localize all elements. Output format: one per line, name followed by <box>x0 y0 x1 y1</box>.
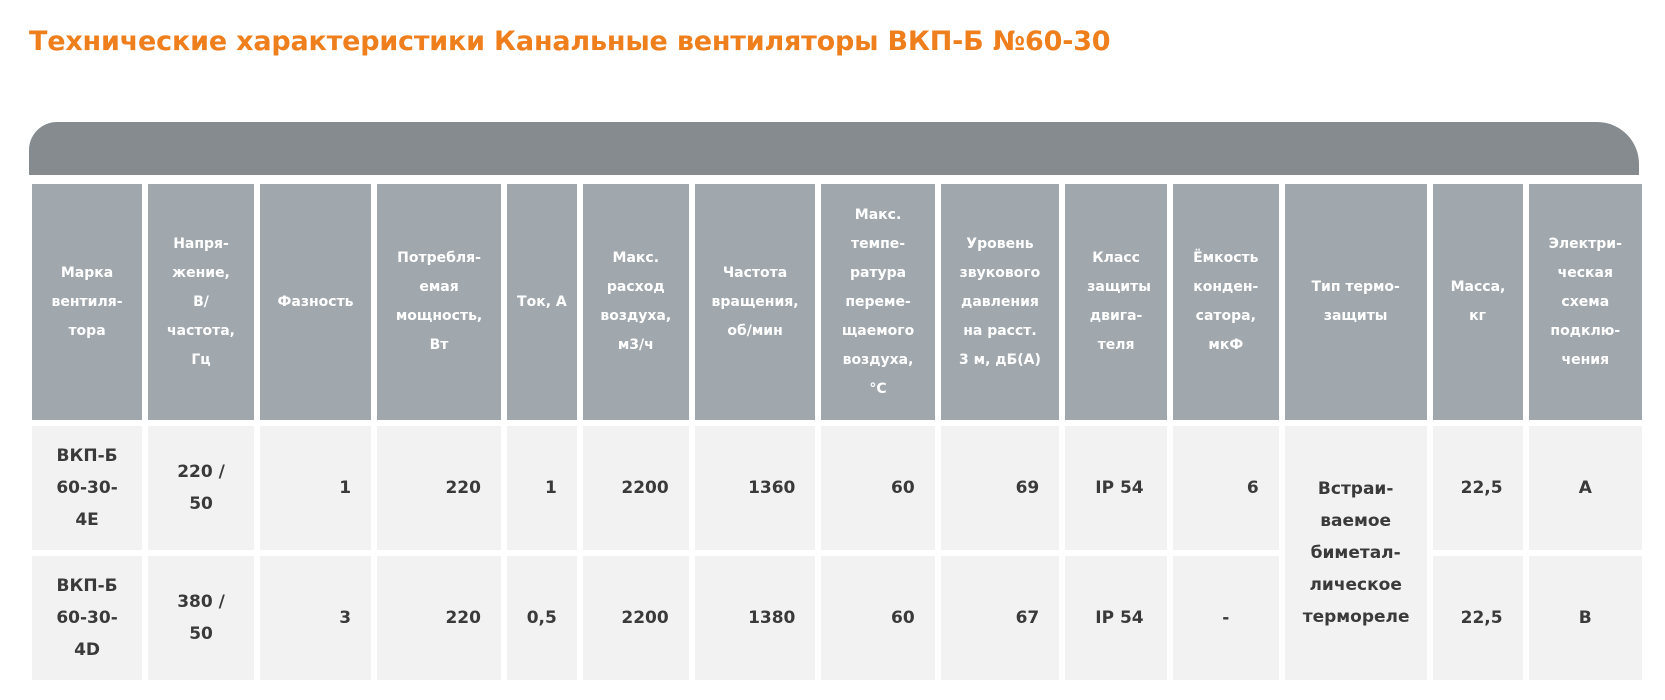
cell-rpm: 1380 <box>695 556 816 680</box>
cell-protection-class: IP 54 <box>1065 426 1167 550</box>
table-row <box>32 426 1642 550</box>
cell-wiring-scheme: В <box>1529 556 1642 680</box>
header-airflow: Макс. расход воздуха, м3/ч <box>583 184 689 420</box>
page-title: Технические характеристики Канальные вентиляторы ВКП-Б №60-30 <box>29 26 1111 57</box>
cell-thermal-protection: Встраи-ваемое биметал-лическое термореле <box>1285 426 1427 680</box>
header-thermal-protection: Тип термо-защиты <box>1285 184 1427 420</box>
cell-current: 0,5 <box>507 556 577 680</box>
table-header-row <box>32 184 1642 420</box>
cell-wiring-scheme: А <box>1529 426 1642 550</box>
cell-capacitor: 6 <box>1173 426 1279 550</box>
cell-current: 1 <box>507 426 577 550</box>
cell-model: ВКП-Б 60-30-4Е <box>32 426 142 550</box>
table-banner <box>29 122 1639 175</box>
cell-max-temp: 60 <box>821 556 934 680</box>
cell-phases: 3 <box>260 556 371 680</box>
cell-voltage: 220 / 50 <box>148 426 254 550</box>
cell-mass: 22,5 <box>1433 556 1523 680</box>
cell-max-temp: 60 <box>821 426 934 550</box>
cell-noise: 69 <box>941 426 1060 550</box>
header-noise: Уровень звукового давления на расст. 3 м, дБ(А) <box>941 184 1060 420</box>
header-power: Потребля-емая мощность, Вт <box>377 184 501 420</box>
header-current: Ток, А <box>507 184 577 420</box>
cell-airflow: 2200 <box>583 426 689 550</box>
cell-power: 220 <box>377 426 501 550</box>
header-capacitor: Ёмкость конден-сатора, мкФ <box>1173 184 1279 420</box>
cell-power: 220 <box>377 556 501 680</box>
header-phases: Фазность <box>260 184 371 420</box>
cell-mass: 22,5 <box>1433 426 1523 550</box>
header-model: Марка вентиля-тора <box>32 184 142 420</box>
header-max-temp: Макс. темпе-ратура переме-щаемого воздуха, °С <box>821 184 934 420</box>
cell-noise: 67 <box>941 556 1060 680</box>
header-protection-class: Класс защиты двига-теля <box>1065 184 1167 420</box>
cell-voltage: 380 / 50 <box>148 556 254 680</box>
cell-phases: 1 <box>260 426 371 550</box>
header-wiring-scheme: Электри-ческая схема подклю-чения <box>1529 184 1642 420</box>
cell-capacitor: - <box>1173 556 1279 680</box>
header-voltage: Напря-жение, В/ частота, Гц <box>148 184 254 420</box>
header-mass: Масса, кг <box>1433 184 1523 420</box>
specifications-table <box>26 178 1648 686</box>
cell-model: ВКП-Б 60-30-4D <box>32 556 142 680</box>
cell-rpm: 1360 <box>695 426 816 550</box>
cell-protection-class: IP 54 <box>1065 556 1167 680</box>
header-rpm: Частота вращения, об/мин <box>695 184 816 420</box>
cell-airflow: 2200 <box>583 556 689 680</box>
